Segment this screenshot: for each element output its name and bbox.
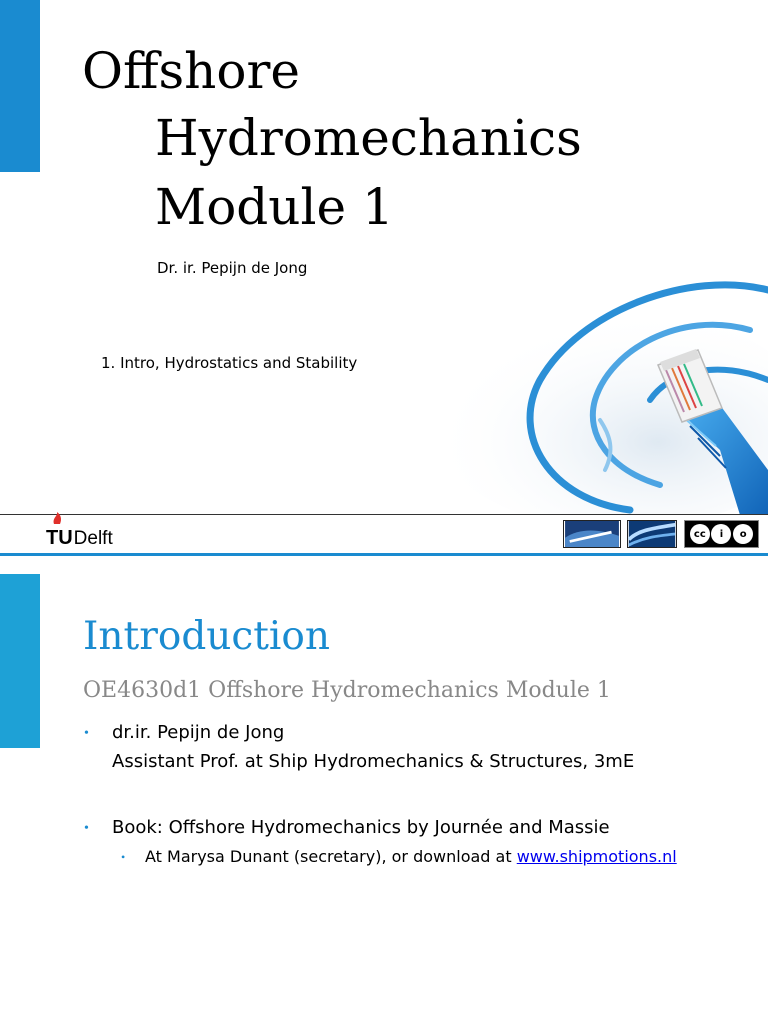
sub-bullet-availability [145, 847, 677, 866]
title-line-3: Module 1 [155, 178, 394, 236]
bullet-author: dr.ir. Pepijn de Jong [112, 722, 285, 743]
slide-title: Introduction [83, 614, 330, 659]
tu-delft-logo [46, 522, 113, 550]
ship-thumbnail [563, 520, 621, 548]
course-name: OE4630d1 Offshore Hydromechanics Module 1 [83, 678, 611, 703]
author-name: Dr. ir. Pepijn de Jong [157, 259, 308, 277]
bullet-dot: • [84, 726, 89, 741]
bullet-dot: • [84, 821, 89, 836]
accent-bar [0, 0, 40, 172]
flame-icon [52, 512, 66, 524]
shipmotions-link[interactable]: www.shipmotions.nl [516, 847, 677, 866]
title-line-1: Offshore [82, 42, 300, 100]
logo-delft-text: Delft [73, 528, 113, 549]
cc-icon: cc [690, 524, 710, 544]
cc-license-badge[interactable] [684, 520, 759, 548]
bullet-book: Book: Offshore Hydromechanics by Journée and Massie [112, 817, 610, 838]
network-cable-image [420, 270, 768, 515]
bullet-author-role: Assistant Prof. at Ship Hydromechanics & Structures, 3mE [112, 751, 635, 772]
footer-divider [0, 514, 768, 515]
sub-bullet-dot: • [121, 850, 126, 864]
title-line-2: Hydromechanics [155, 109, 582, 167]
footer-thumbnails [563, 520, 677, 548]
accent-bar-2 [0, 574, 40, 748]
sub-bullet-text: At Marysa Dunant (secretary), or download at [145, 847, 517, 866]
logo-tu-text: TU [46, 527, 73, 549]
lecture-topic: 1. Intro, Hydrostatics and Stability [101, 354, 358, 372]
by-icon: i [711, 524, 731, 544]
slide-gap [0, 556, 768, 574]
wave-thumbnail [627, 520, 677, 548]
intro-slide [0, 574, 768, 1024]
sa-icon: o [733, 524, 753, 544]
